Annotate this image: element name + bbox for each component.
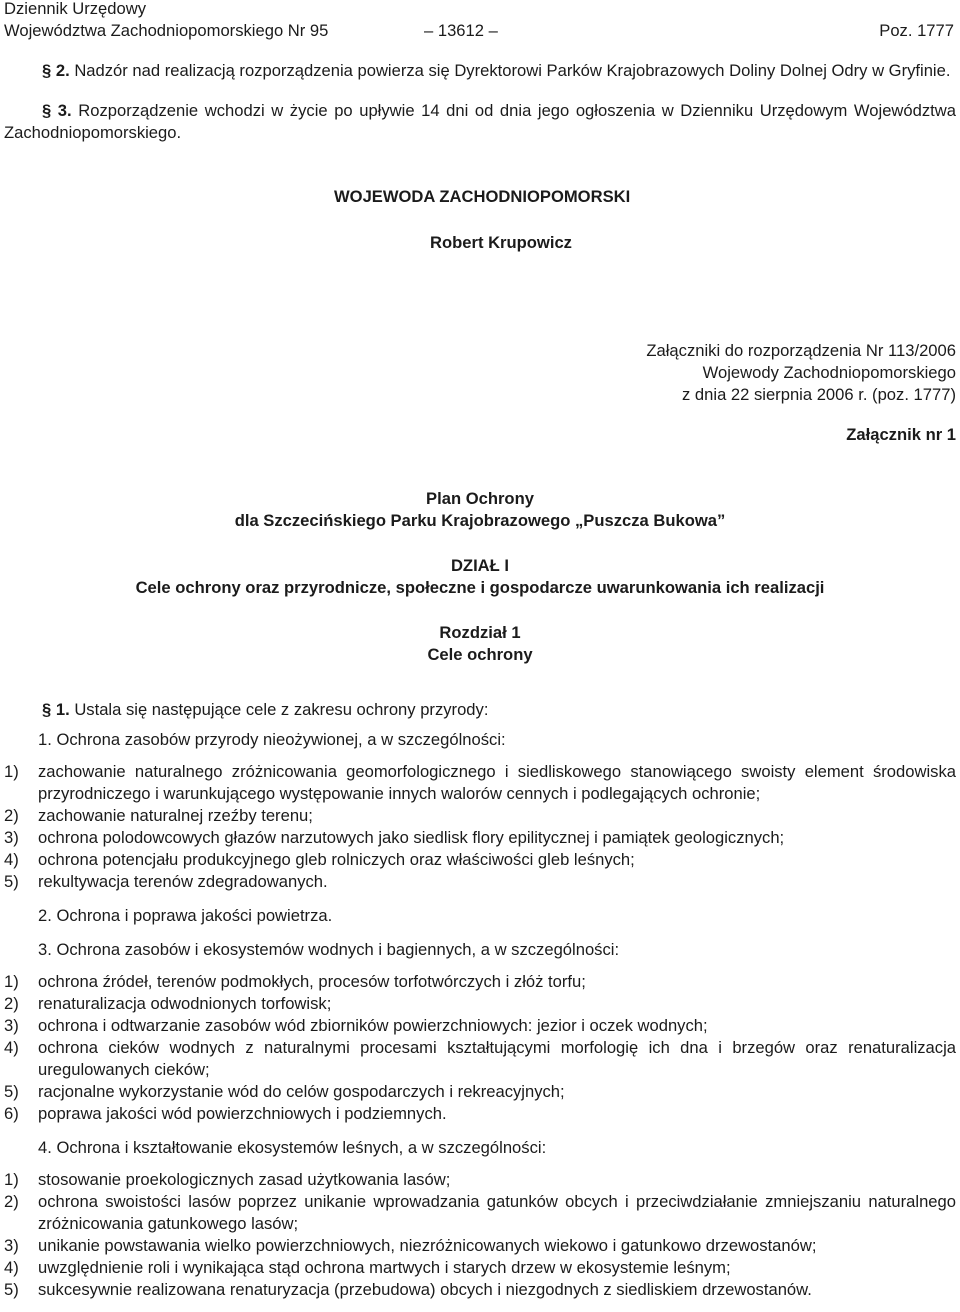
section-heading: DZIAŁ I (450, 556, 510, 575)
group-heading: 1. Ochrona zasobów przyrody nieożywionej, a w szczególności: (38, 730, 506, 749)
list-text: ochrona potencjału produkcyjnego gleb rolniczych oraz właściwości gleb leśnych; (38, 850, 635, 869)
chapter-heading: Rozdział 1 (439, 623, 521, 642)
plan-title: Plan Ochrony (426, 489, 534, 508)
list-number: 4) (4, 1038, 19, 1057)
list-item (4, 993, 956, 1015)
paragraph-3 (4, 100, 956, 144)
list-text: racjonalne wykorzystanie wód do celów gospodarczych i rekreacyjnych; (38, 1082, 565, 1101)
list-item (4, 971, 956, 993)
journal-title: Dziennik Urzędowy (4, 0, 147, 18)
list-item (4, 871, 956, 893)
list-item (4, 1081, 956, 1103)
list-text: ochrona cieków wodnych z naturalnymi procesami kształtującymi morfologię ich dna i brzegów oraz renaturalizacja uregulowanych cieków; (38, 1038, 956, 1079)
group-heading: 3. Ochrona zasobów i ekosystemów wodnych i bagiennych, a w szczególności: (38, 940, 620, 959)
list-text: ochrona polodowcowych głazów narzutowych jako siedlisk flory epilitycznej i pamiątek geologicznych; (38, 828, 785, 847)
list-item (4, 1169, 956, 1191)
paragraph-2 (4, 60, 956, 82)
list-item (4, 805, 956, 827)
list-item (4, 849, 956, 871)
list-number: 3) (4, 1016, 19, 1035)
journal-subtitle: Województwa Zachodniopomorskiego Nr 95 (4, 21, 329, 40)
page-header (4, 0, 956, 44)
list-text: ochrona i odtwarzanie zasobów wód zbiorników powierzchniowych: jezior i oczek wodnych; (38, 1016, 708, 1035)
list-number: 2) (4, 994, 19, 1013)
annex-reference (456, 340, 956, 406)
group-heading: 4. Ochrona i kształtowanie ekosystemów leśnych, a w szczególności: (38, 1138, 547, 1157)
list-item (4, 1257, 956, 1279)
list-number: 5) (4, 872, 19, 891)
signature-name: Robert Krupowicz (430, 233, 572, 252)
list-item (4, 827, 956, 849)
list-text: stosowanie proekologicznych zasad użytkowania lasów; (38, 1170, 451, 1189)
document-page (4, 0, 956, 1299)
section-mark: § 1. (42, 700, 70, 719)
list-text: zachowanie naturalnego zróżnicowania geomorfologicznego i siedliskowego stanowiącego swoisty element środowiska przyrodniczego i warunkującego występowanie innych walorów cennych i podlegających ochronie; (38, 762, 956, 803)
list-number: 6) (4, 1104, 19, 1123)
list-item (4, 1015, 956, 1037)
plan-subtitle: dla Szczecińskiego Parku Krajobrazowego „Puszcza Bukowa” (234, 511, 726, 530)
section-title: Cele ochrony oraz przyrodnicze, społeczne i gospodarcze uwarunkowania ich realizacji (135, 578, 825, 597)
annex-ref-line: Załączniki do rozporządzenia Nr 113/2006 (646, 341, 956, 360)
paragraph-text: Rozporządzenie wchodzi w życie po upływie 14 dni od dnia jego ogłoszenia w Dzienniku Urzędowym Województwa Zachodniopomorskiego. (4, 101, 956, 142)
annex-ref-line: Wojewody Zachodniopomorskiego (702, 363, 956, 382)
paragraph-text: Nadzór nad realizacją rozporządzenia powierza się Dyrektorowi Parków Krajobrazowych Doliny Dolnej Odry w Gryfinie. (74, 61, 951, 80)
list-number: 2) (4, 1192, 19, 1211)
list-text: uwzględnienie roli i wynikająca stąd ochrona martwych i starych drzew w ekosystemie leśnym; (38, 1258, 731, 1277)
list-number: 4) (4, 850, 19, 869)
list-number: 1) (4, 972, 19, 991)
list-item (4, 1103, 956, 1125)
list-number: 5) (4, 1280, 19, 1299)
page-number: – 13612 – (424, 21, 498, 40)
list-number: 3) (4, 828, 19, 847)
position-number: Poz. 1777 (879, 21, 954, 40)
list-text: sukcesywnie realizowana renaturyzacja (przebudowa) obcych i niezgodnych z siedliskiem drzewostanów. (38, 1280, 812, 1299)
list-item (4, 1279, 956, 1301)
list-item (4, 1235, 956, 1257)
section-1 (4, 699, 956, 1301)
list-number: 5) (4, 1082, 19, 1101)
list-text: ochrona swoistości lasów poprzez unikanie wprowadzania gatunków obcych i przeciwdziałanie zmniejszaniu naturalnego zróżnicowania gatunkowego lasów; (38, 1192, 956, 1233)
list-text: ochrona źródeł, terenów podmokłych, procesów torfotwórczych i złóż torfu; (38, 972, 586, 991)
list-text: rekultywacja terenów zdegradowanych. (38, 872, 328, 891)
list-text: zachowanie naturalnej rzeźby terenu; (38, 806, 313, 825)
section-1-text: Ustala się następujące cele z zakresu ochrony przyrody: (74, 700, 489, 719)
list-item (4, 1191, 956, 1235)
list-number: 2) (4, 806, 19, 825)
list-item (4, 1037, 956, 1081)
plan-heading (4, 488, 956, 666)
list-text: poprawa jakości wód powierzchniowych i podziemnych. (38, 1104, 447, 1123)
list-text: unikanie powstawania wielko powierzchniowych, niezróżnicowanych wiekowo i gatunkowo drzewostanów; (38, 1236, 817, 1255)
group-heading: 2. Ochrona i poprawa jakości powietrza. (38, 906, 333, 925)
signature-office: WOJEWODA ZACHODNIOPOMORSKI (334, 187, 631, 206)
annex-label: Załącznik nr 1 (846, 425, 956, 444)
list-item (4, 761, 956, 805)
list-number: 3) (4, 1236, 19, 1255)
section-1-intro (4, 699, 956, 721)
list-number: 4) (4, 1258, 19, 1277)
section-mark: § 3. (42, 101, 72, 120)
list-number: 1) (4, 762, 19, 781)
chapter-title: Cele ochrony (427, 645, 533, 664)
list-text: renaturalizacja odwodnionych torfowisk; (38, 994, 332, 1013)
annex-ref-line: z dnia 22 sierpnia 2006 r. (poz. 1777) (682, 385, 956, 404)
list-number: 1) (4, 1170, 19, 1189)
section-mark: § 2. (42, 61, 70, 80)
